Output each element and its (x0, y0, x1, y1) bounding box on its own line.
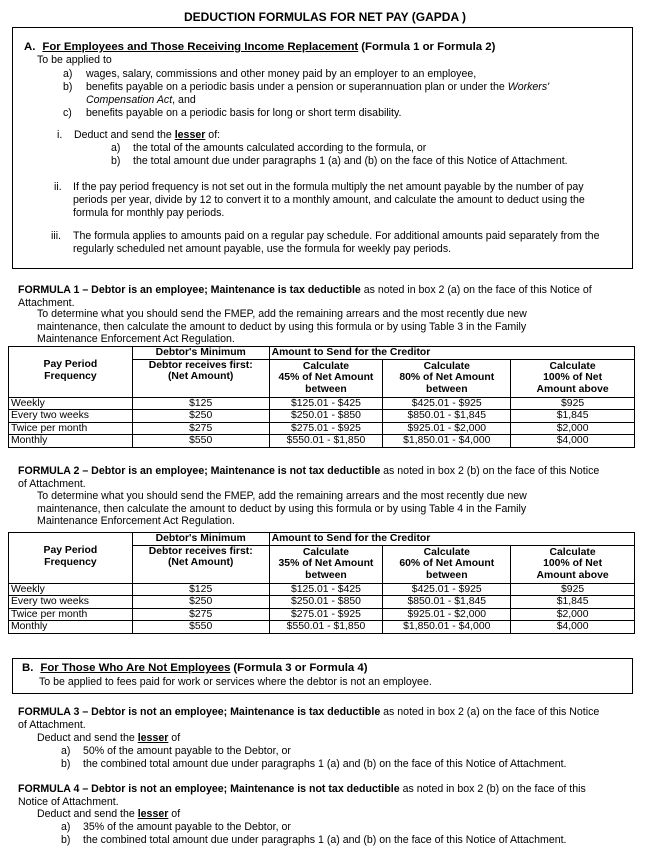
section-a-marker: A. (24, 41, 36, 53)
text: Deduct and send the (74, 129, 175, 141)
paragraph-line: Maintenance Enforcement Act Regulation. (37, 515, 235, 528)
formula-1-intro (37, 308, 527, 346)
paragraph-line: maintenance, then calculate the amount to deduct by using this formula or by using Table 3 in the Family (37, 320, 527, 333)
text: Deduct and send the (37, 808, 138, 820)
text: as noted in box 2 (a) on the face of this Notice of (360, 284, 592, 296)
text: of: (205, 129, 221, 141)
text: of (168, 808, 181, 820)
table-cell: $550.01 - $1,850 (269, 435, 383, 448)
table-row (9, 435, 635, 448)
text: of Attachment. (18, 719, 86, 731)
table-header: Calculate 60% of Net Amount between (383, 545, 511, 583)
lesser-emphasis: lesser (137, 732, 169, 744)
paragraph-line: maintenance, then calculate the amount to deduct by using this formula or by using Table 4 in the Family (37, 502, 527, 515)
paragraph-line: formula for monthly pay periods. (73, 207, 225, 219)
table-cell: $4,000 (511, 435, 635, 448)
section-a-title: For Employees and Those Receiving Income Replacement (42, 41, 359, 53)
list-marker: b) (111, 155, 121, 167)
list-item-italic: Compensation Act (86, 93, 173, 106)
text: as noted in box 2 (b) on the face of this Notice (380, 465, 600, 477)
list-item-text: benefits payable on a periodic basis under a pension or superannuation plan or under the (86, 81, 508, 93)
table-header: Calculate 100% of Net Amount above (511, 545, 635, 583)
table-cell: $275 (132, 422, 269, 435)
table-cell: $550 (132, 435, 269, 448)
paragraph-line: The formula applies to amounts paid on a regular pay schedule. For additional amounts paid separately from the (73, 230, 600, 242)
list-item-text: benefits payable on a periodic basis for long or short term disability. (86, 107, 402, 119)
table-row (9, 583, 635, 596)
table-cell: $250 (132, 410, 269, 423)
formula-label: FORMULA 3 – Debtor is not an employee; Maintenance is tax deductible (18, 706, 381, 718)
table-cell: $425.01 - $925 (383, 583, 511, 596)
roman-iii-text (73, 230, 599, 256)
table-row (9, 410, 635, 423)
table-cell: $250 (132, 596, 269, 609)
table-cell: $1,850.01 - $4,000 (383, 621, 511, 634)
formula-2-heading (18, 465, 628, 491)
table-cell: $1,850.01 - $4,000 (383, 435, 511, 448)
text: as noted in box 2 (b) on the face of this (399, 783, 586, 795)
table-row (9, 422, 635, 435)
text: as noted in box 2 (a) on the face of this Notice (380, 706, 600, 718)
table-header: Debtor receives first: (Net Amount) (132, 359, 269, 397)
formula-3-heading (18, 706, 628, 732)
lesser-emphasis: lesser (137, 808, 169, 820)
table-row (9, 397, 635, 410)
section-b-marker: B. (22, 662, 34, 674)
list-item-text: , and (172, 93, 196, 106)
section-a-applied: To be applied to (37, 54, 112, 66)
list-item-text: the total of the amounts calculated according to the formula, or (133, 142, 427, 154)
table-cell: $250.01 - $850 (269, 596, 383, 609)
paragraph-line: periods per year, divide by 12 to convert it to a monthly amount, and calculate the amount to deduct using the (73, 194, 585, 206)
roman-iii-marker: iii. (51, 230, 62, 242)
text: of Attachment. (18, 478, 86, 490)
table-cell: $125.01 - $425 (269, 397, 383, 410)
section-b-applied: To be applied to fees paid for work or services where the debtor is not an employee. (39, 676, 432, 688)
table-header: Calculate 80% of Net Amount between (383, 359, 511, 397)
formula-3-deduct (37, 732, 180, 745)
table-cell: Monthly (9, 435, 133, 448)
list-item-text: 35% of the amount payable to the Debtor, or (83, 821, 291, 833)
text: Notice of Attachment. (18, 796, 119, 808)
roman-i-marker: i. (57, 129, 63, 141)
table-header: Calculate 100% of Net Amount above (511, 359, 635, 397)
table-cell: $4,000 (511, 621, 635, 634)
lesser-emphasis: lesser (174, 129, 206, 141)
list-marker: b) (61, 834, 71, 846)
table-cell: $850.01 - $1,845 (383, 596, 511, 609)
section-b-title: For Those Who Are Not Employees (40, 662, 231, 674)
roman-ii-text (73, 181, 585, 220)
roman-ii-marker: ii. (54, 181, 62, 193)
table-cell: $275.01 - $925 (269, 608, 383, 621)
table-cell: Twice per month (9, 608, 133, 621)
section-b-heading (22, 662, 368, 675)
paragraph-line: If the pay period frequency is not set out in the formula multiply the net amount payable by the number of pay (73, 181, 584, 193)
table-cell: Twice per month (9, 422, 133, 435)
table-cell: $250.01 - $850 (269, 410, 383, 423)
text: Attachment. (18, 297, 75, 309)
table-header: Amount to Send for the Creditor (269, 347, 634, 360)
table-cell: $550.01 - $1,850 (269, 621, 383, 634)
paragraph-line: regularly scheduled net amount payable, use the formula for weekly pay periods. (73, 243, 452, 255)
section-a-formula-note: (Formula 1 or Formula 2) (361, 41, 496, 53)
formula-4-deduct (37, 808, 180, 821)
table-cell: $925 (511, 583, 635, 596)
table-cell: $925.01 - $2,000 (383, 608, 511, 621)
table-row (9, 621, 635, 634)
table-cell: $1,845 (511, 410, 635, 423)
table-cell: $550 (132, 621, 269, 634)
list-item-text: wages, salary, commissions and other money paid by an employer to an employee, (86, 68, 477, 80)
table-cell: $125 (132, 397, 269, 410)
table-header: Pay Period Frequency (9, 533, 133, 584)
formula-label: FORMULA 4 – Debtor is not an employee; Maintenance is not tax deductible (18, 783, 400, 795)
list-item-italic: Workers' (507, 81, 550, 93)
table-cell: $125 (132, 583, 269, 596)
roman-i-text (74, 129, 220, 142)
table-header: Amount to Send for the Creditor (269, 533, 634, 546)
section-a-heading (24, 41, 495, 54)
list-marker: a) (61, 745, 71, 757)
list-item-text: the combined total amount due under paragraphs 1 (a) and (b) on the face of this Notice of Attachment. (83, 758, 567, 770)
table-cell: $125.01 - $425 (269, 583, 383, 596)
table-cell: $1,845 (511, 596, 635, 609)
table-header: Debtor's Minimum (132, 533, 269, 546)
table-cell: $275.01 - $925 (269, 422, 383, 435)
table-row (9, 596, 635, 609)
list-marker: a) (63, 68, 73, 80)
list-marker: b) (61, 758, 71, 770)
list-marker: b) (63, 81, 73, 93)
text: of (168, 732, 181, 744)
list-item-text: the combined total amount due under paragraphs 1 (a) and (b) on the face of this Notice of Attachment. (83, 834, 567, 846)
table-header: Debtor's Minimum (132, 347, 269, 360)
table-cell: Every two weeks (9, 410, 133, 423)
table-cell: $925 (511, 397, 635, 410)
table-cell: $925.01 - $2,000 (383, 422, 511, 435)
formula-2-table (8, 532, 635, 634)
table-cell: $2,000 (511, 422, 635, 435)
formula-1-heading (18, 284, 628, 310)
text: Deduct and send the (37, 732, 138, 744)
table-cell: $425.01 - $925 (383, 397, 511, 410)
section-a-item-b (63, 81, 623, 107)
table-header: Calculate 35% of Net Amount between (269, 545, 383, 583)
formula-2-intro (37, 490, 527, 528)
list-marker: a) (61, 821, 71, 833)
formula-1-table (8, 346, 635, 448)
table-cell: Every two weeks (9, 596, 133, 609)
table-header: Calculate 45% of Net Amount between (269, 359, 383, 397)
page-title: DEDUCTION FORMULAS FOR NET PAY (GAPDA ) (183, 10, 466, 24)
table-cell: $850.01 - $1,845 (383, 410, 511, 423)
list-marker: a) (111, 142, 121, 154)
table-header: Pay Period Frequency (9, 347, 133, 398)
formula-4-heading (18, 783, 628, 809)
formula-label: FORMULA 2 – Debtor is an employee; Maintenance is not tax deductible (18, 465, 381, 477)
paragraph-line: To determine what you should send the FMEP, add the remaining arrears and the most recently due new (37, 490, 527, 502)
list-item-text: the total amount due under paragraphs 1 (a) and (b) on the face of this Notice of Attachment. (133, 155, 568, 167)
table-cell: Weekly (9, 583, 133, 596)
table-cell: $2,000 (511, 608, 635, 621)
table-cell: Weekly (9, 397, 133, 410)
table-row (9, 608, 635, 621)
table-cell: $275 (132, 608, 269, 621)
table-header: Debtor receives first: (Net Amount) (132, 545, 269, 583)
list-marker: c) (63, 107, 72, 119)
table-cell: Monthly (9, 621, 133, 634)
formula-label: FORMULA 1 – Debtor is an employee; Maintenance is tax deductible (18, 284, 361, 296)
section-b-formula-note: (Formula 3 or Formula 4) (233, 662, 368, 674)
paragraph-line: To determine what you should send the FMEP, add the remaining arrears and the most recently due new (37, 308, 527, 320)
paragraph-line: Maintenance Enforcement Act Regulation. (37, 333, 235, 346)
list-item-text: 50% of the amount payable to the Debtor, or (83, 745, 291, 757)
